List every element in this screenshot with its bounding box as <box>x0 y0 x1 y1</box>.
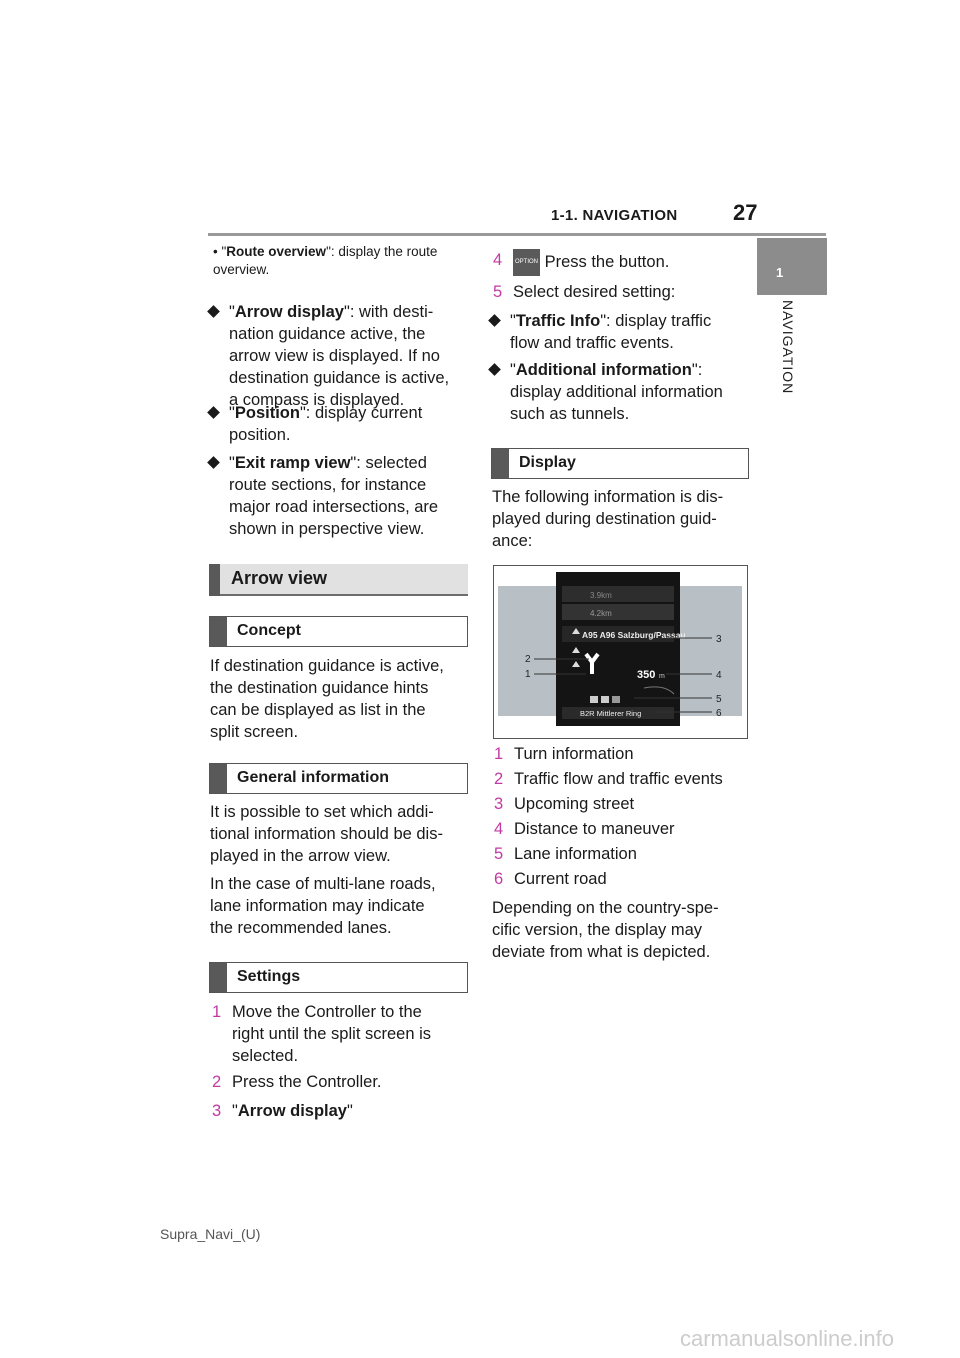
option-button-icon: OPTION <box>513 249 540 276</box>
text-line: flow and traffic events. <box>510 334 674 352</box>
general-heading: General information <box>237 769 390 786</box>
text-line: the recommended lanes. <box>210 919 392 937</box>
legend-text: Traffic flow and traffic events <box>514 770 723 788</box>
diamond-bullet-icon <box>488 363 501 376</box>
page-number: 27 <box>733 200 758 225</box>
text-line: If destination guidance is active, <box>210 657 444 675</box>
legend-number: 5 <box>494 845 504 863</box>
general-paragraph-1 <box>210 801 470 867</box>
step-number: 4 <box>493 251 503 269</box>
additional-info-item: "Additional information": display additional information such as tunnels. <box>510 359 750 425</box>
subheading-box <box>491 448 749 479</box>
legend-item <box>494 818 754 843</box>
distance-value: 350 <box>637 669 656 681</box>
text-line: display additional information <box>510 383 723 401</box>
legend-item <box>494 868 754 893</box>
arrow-display-term: Arrow display <box>237 1102 347 1120</box>
list-row <box>562 604 674 620</box>
additional-info-term: Additional information <box>515 361 692 379</box>
legend-text: Distance to maneuver <box>514 820 675 838</box>
display-heading: Display <box>519 454 576 471</box>
legend-number: 2 <box>494 770 504 788</box>
step-number: 3 <box>212 1102 222 1120</box>
diamond-bullet-icon <box>207 456 220 469</box>
traffic-info-term: Traffic Info <box>515 312 601 330</box>
text-line: tional information should be dis- <box>210 825 443 843</box>
section-heading-box <box>209 564 468 596</box>
step-5 <box>493 281 753 303</box>
text-line: played in the arrow view. <box>210 847 391 865</box>
text-line: can be displayed as list in the <box>210 701 426 719</box>
upcoming-street-label: A95 A96 Salzburg/Passau <box>582 630 686 640</box>
traffic-info-item: "Traffic Info": display traffic flow and traffic events. <box>510 310 750 354</box>
arrow-view-figure <box>493 565 748 739</box>
text-line: played during destination guid- <box>492 510 717 528</box>
step-3: 3 "Arrow display" <box>212 1102 353 1120</box>
position-item: "Position": display current position. <box>229 402 479 446</box>
text-line: position. <box>229 426 291 444</box>
chapter-tab <box>757 238 827 295</box>
text-line: It is possible to set which addi- <box>210 803 434 821</box>
text-line: deviate from what is depicted. <box>492 943 711 961</box>
legend-list <box>494 743 754 893</box>
lane-icon <box>612 696 620 703</box>
text-line: shown in perspective view. <box>229 520 425 538</box>
callout-5: 5 <box>716 694 722 705</box>
heading-bar <box>210 617 227 646</box>
current-road-label: B2R Mittlerer Ring <box>580 709 642 718</box>
text-line: selected. <box>232 1047 299 1065</box>
legend-item <box>494 768 754 793</box>
text-line: lane information may indicate <box>210 897 425 915</box>
watermark: carmanualsonline.info <box>680 1326 895 1351</box>
diamond-bullet-icon <box>207 406 220 419</box>
text-line: ": selected <box>350 454 427 472</box>
chapter-tab-label: NAVIGATION <box>780 300 796 395</box>
exit-ramp-term: Exit ramp view <box>234 454 351 472</box>
exit-ramp-item: "Exit ramp view": selected route sections, for instance major road intersections, are shown in perspective view. <box>229 452 479 540</box>
step-number: 1 <box>212 1003 222 1021</box>
step-number: 2 <box>212 1073 222 1091</box>
text-line: ance: <box>492 532 533 550</box>
text-line: nation guidance active, the <box>229 325 426 343</box>
text-line: destination guidance is active, <box>229 369 450 387</box>
distance-label-2: 4.2km <box>590 609 612 618</box>
position-term: Position <box>234 404 300 422</box>
subheading-box <box>209 616 468 647</box>
legend-item <box>494 793 754 818</box>
text-line: the destination guidance hints <box>210 679 429 697</box>
text-line: such as tunnels. <box>510 405 630 423</box>
text-line: Press the Controller. <box>232 1073 382 1091</box>
bullet-dot: • <box>213 244 222 259</box>
callout-4: 4 <box>716 670 722 681</box>
legend-number: 4 <box>494 820 504 838</box>
route-overview-term: Route overview <box>226 244 327 259</box>
diamond-bullet-icon <box>207 305 220 318</box>
display-paragraph <box>492 486 752 552</box>
subheading-box <box>209 962 468 993</box>
heading-bar <box>492 449 509 478</box>
legend-item <box>494 743 754 768</box>
note-paragraph <box>492 897 752 963</box>
step-2 <box>212 1071 472 1093</box>
callout-2: 2 <box>525 654 531 665</box>
text-line: Press the button. <box>540 252 670 271</box>
text-line: The following information is dis- <box>492 488 724 506</box>
legend-text: Current road <box>514 870 607 888</box>
text-line: ": <box>691 361 703 379</box>
step-1 <box>212 1001 472 1067</box>
text-line: route sections, for instance <box>229 476 427 494</box>
document-id: Supra_Navi_(U) <box>160 1226 261 1242</box>
lane-icon <box>601 696 609 703</box>
legend-text: Turn information <box>514 745 634 763</box>
heading-bar <box>210 764 227 793</box>
text-line: split screen. <box>210 723 299 741</box>
arrow-view-illustration <box>494 566 747 738</box>
text-line: Select desired setting: <box>513 283 676 301</box>
text-line: Move the Controller to the <box>232 1003 422 1021</box>
distance-label-1: 3.9km <box>590 591 612 600</box>
text-line: arrow view is displayed. If no <box>229 347 440 365</box>
text-line: ": display traffic <box>600 312 712 330</box>
arrow-display-term: Arrow display <box>234 303 344 321</box>
callout-3: 3 <box>716 634 722 645</box>
subheading-box <box>209 763 468 794</box>
text-line: In the case of multi-lane roads, <box>210 875 436 893</box>
text-line: ": with desti- <box>343 303 434 321</box>
chapter-tab-number: 1 <box>776 265 784 280</box>
settings-heading: Settings <box>237 968 301 985</box>
distance-unit: m <box>659 673 665 680</box>
general-paragraph-2 <box>210 873 470 939</box>
text-line: major road intersections, are <box>229 498 439 516</box>
diamond-bullet-icon <box>488 314 501 327</box>
section-title: Arrow view <box>231 568 328 588</box>
step-number: 5 <box>493 283 503 301</box>
text-line: Depending on the country-spe- <box>492 899 719 917</box>
text-line: ": display current <box>299 404 423 422</box>
callout-1: 1 <box>525 669 531 680</box>
concept-paragraph <box>210 655 470 743</box>
text-line: cific version, the display may <box>492 921 702 939</box>
concept-heading: Concept <box>237 622 301 639</box>
heading-bar <box>210 963 227 992</box>
callout-6: 6 <box>716 708 722 719</box>
route-overview-item: • "Route overview": display the route overview. <box>213 244 438 277</box>
legend-text: Upcoming street <box>514 795 635 813</box>
legend-item <box>494 843 754 868</box>
heading-bar <box>209 564 220 596</box>
lane-icon <box>590 696 598 703</box>
step-4 <box>493 249 753 276</box>
arrow-display-item: "Arrow display": with desti- nation guidance active, the arrow view is displayed. If no destination guidance is active, a compass is displayed. <box>229 301 479 411</box>
route-overview-text: ": display the route overview. <box>213 244 438 277</box>
text-line: a compass is displayed. <box>229 391 405 409</box>
text-line: right until the split screen is <box>232 1025 432 1043</box>
header-rule <box>208 233 826 236</box>
legend-number: 3 <box>494 795 504 813</box>
section-header: 1-1. NAVIGATION <box>551 207 678 224</box>
legend-text: Lane information <box>514 845 637 863</box>
legend-number: 1 <box>494 745 504 763</box>
legend-number: 6 <box>494 870 504 888</box>
list-row <box>562 586 674 602</box>
